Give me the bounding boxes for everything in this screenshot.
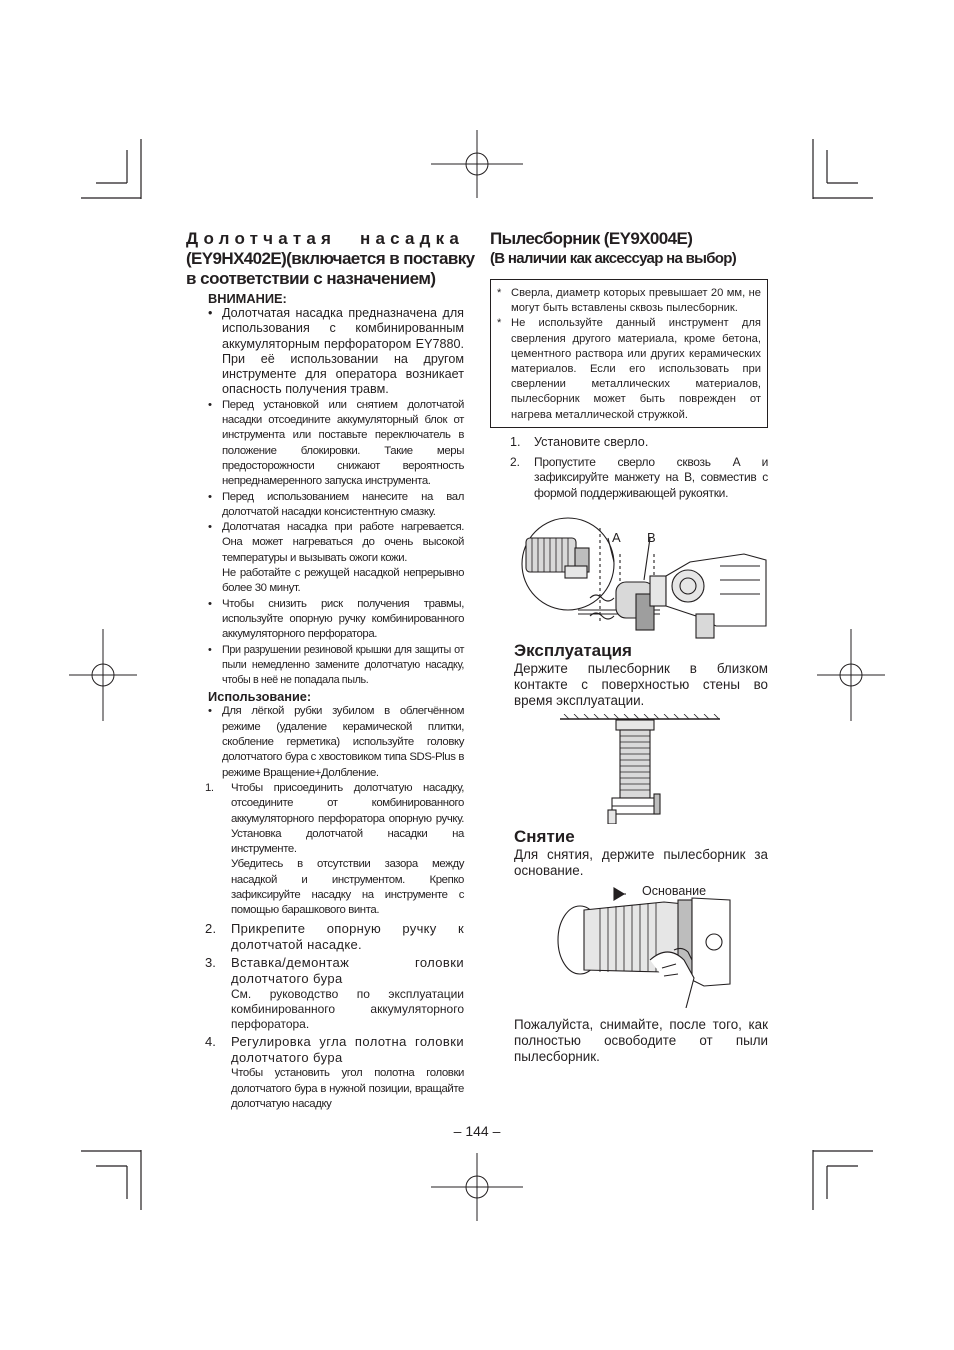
step-text: Вставка/демонтаж головки долотчатого бура <box>231 954 464 986</box>
section-title-line1: Долотчатая насадка <box>186 229 464 248</box>
step-item <box>186 1034 464 1112</box>
dust-steps <box>490 434 768 502</box>
step-number: 1. <box>205 781 214 794</box>
step-item <box>186 781 464 919</box>
step-text: Установите сверло. <box>534 434 649 449</box>
step-note: Убедитесь в отсутствии зазора между насадкой и инструментом. Крепко зафиксируйте насадку на инструменте с помощью барашкового винта. <box>231 858 464 917</box>
warning-item: • Чтобы снизить риск получения травмы, используйте опорную ручку комбинированного аккумуляторного перфоратора. <box>186 597 464 643</box>
caution-note <box>499 316 761 422</box>
asterisk-marker: * <box>497 317 502 330</box>
warning-list <box>186 306 464 688</box>
step-note: См. руководство по эксплуатации комбинированного аккумуляторного перфоратора. <box>231 986 464 1032</box>
label-a: A <box>612 530 621 545</box>
step-number: 1. <box>510 434 521 449</box>
step-text: Регулировка угла полотна головки долотчатого бура <box>231 1034 464 1066</box>
section-title-line3: в соответствии с назначением) <box>186 269 436 288</box>
warning-heading: ВНИМАНИЕ: <box>208 291 287 306</box>
usage-item: • Для лёгкой рубки зубилом в облегчённом режиме (удаление керамической плитки, скобление герметика) используйте головку долотчатого бура с хвостовиком типа SDS-Plus в режиме Вращение+Долбление. <box>186 704 464 780</box>
warning-item: • При разрушении резиновой крышки для защиты от пыли немедленно замените долотчатую насадку, чтобы в неё не попадала пыль. <box>186 643 464 689</box>
removal-figure <box>554 880 734 1008</box>
section-subtitle: (В наличии как аксессуар на выбор) <box>490 250 737 267</box>
operation-heading: Эксплуатация <box>514 641 632 660</box>
step-item <box>186 921 464 953</box>
caution-text: Не используйте данный инструмент для сверления другого материала, кроме бетона, цементного раствора или других керамических материалов. Если его использовать при сверлении металлических материалов, пылесборник может быть поврежден от нагрева металлической стружкой. <box>511 317 761 421</box>
step-item <box>186 955 464 1033</box>
removal-text: Для снятия, держите пылесборник за основание. <box>514 847 768 879</box>
step-note: Чтобы установить угол полотна головки долотчатого бура в нужной позиции, вращайте долотчатую насадку <box>231 1067 464 1111</box>
warning-item <box>186 520 464 596</box>
chisel-adapter-section <box>186 229 475 1114</box>
warning-item: • Долотчатая насадка предназначена для использования с комбинированным аккумуляторным перфоратором EY7880. При её использовании на другом инструменте для оператора возникает опасность получения травм. <box>186 306 464 398</box>
step-text: Чтобы присоединить долотчатую насадку, отсоедините от комбинированного аккумуляторного перфоратора опорную ручку. Установка долотчатой насадки на инструменте. <box>231 781 464 856</box>
step-number: 2. <box>510 454 521 469</box>
section-title-line2: (EY9HX402E)(включается в поставку <box>186 249 475 268</box>
final-text: Пожалуйста, снимайте, после того, как полностью освободите от пыли пылесборник. <box>514 1017 768 1065</box>
caution-box <box>490 279 768 428</box>
step-number: 4. <box>205 1034 216 1050</box>
base-label: Основание <box>642 884 707 898</box>
operation-text: Держите пылесборник в близком контакте с поверхностью стены во время эксплуатации. <box>514 661 768 709</box>
page-number: – 144 – <box>453 1123 501 1139</box>
step-text: Пропустите сверло сквозь A и зафиксируйте манжету на B, совместив с формой поддерживающей рукоятки. <box>534 454 768 500</box>
chisel-steps <box>186 781 464 1112</box>
step-item <box>490 455 768 502</box>
caution-text: Сверла, диаметр которых превышает 20 мм, не могут быть вставлены сквозь пылесборник. <box>511 287 761 315</box>
warning-item: • Перед установкой или снятием долотчатой насадки отсоедините аккумуляторный блок от инструмента или поставьте переключатель в положение блокировки. Такие меры предосторожности снижают вероятность непреднамеренного запуска инструмента. <box>186 398 464 490</box>
warning-text: Долотчатая насадка при работе нагревается. Она может нагреваться до очень высокой температуры и вызывать ожоги кожи. <box>222 521 464 564</box>
step-text: Прикрепите опорную ручку к долотчатой насадке. <box>231 920 464 952</box>
step-item <box>490 434 768 450</box>
asterisk-marker: * <box>497 287 502 299</box>
removal-section <box>490 827 768 879</box>
removal-heading: Снятие <box>514 827 575 846</box>
installation-figure <box>520 514 768 640</box>
section-title: Пылесборник (EY9X004E) <box>490 229 693 248</box>
caution-note <box>499 286 761 316</box>
dust-collector-section <box>490 229 768 506</box>
step-number: 3. <box>205 954 216 970</box>
operation-section <box>490 641 768 710</box>
label-b: B <box>647 530 656 545</box>
usage-list <box>186 704 464 780</box>
operation-figure <box>560 714 720 824</box>
warning-note: Не работайте с режущей насадкой непрерывно более 30 минут. <box>222 567 464 595</box>
step-number: 2. <box>205 920 217 936</box>
usage-heading: Использование: <box>208 689 312 705</box>
warning-item: • Перед использованием нанесите на вал долотчатой насадки консистентную смазку. <box>186 490 464 521</box>
final-note <box>490 1017 768 1066</box>
